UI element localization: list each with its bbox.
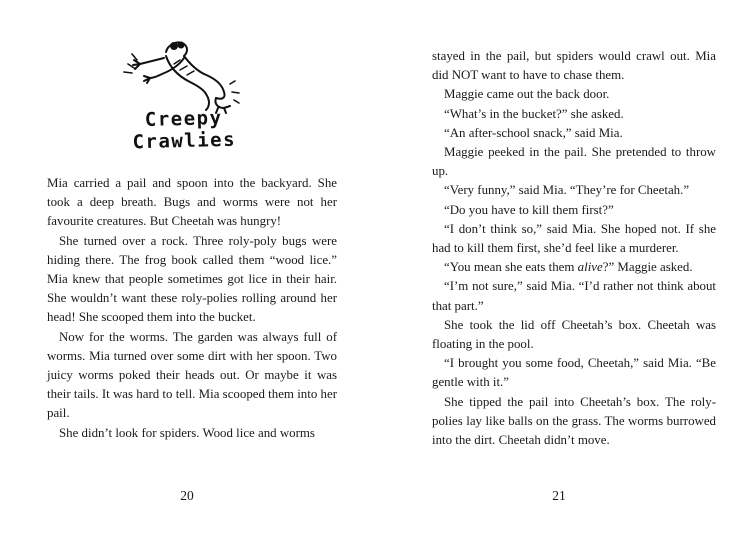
paragraph: stayed in the pail, but spiders would crawl out. Mia did NOT want to have to chase them. [432,49,716,83]
paragraph: She didn’t look for spiders. Wood lice and worms [59,425,315,440]
paragraph: Mia carried a pail and spoon into the backyard. She took a deep breath. Bugs and worms were not her favourite creatures. But Cheetah was hungry! [47,176,337,229]
paragraph: “I don’t think so,” said Mia. She hoped not. If she had to kill them first, she’d feel like a murderer. [432,221,716,256]
paragraph: She tipped the pail into Cheetah’s box. The roly-polies lay like balls on the grass. The worms burrowed into the dirt. Cheetah didn’t move. [432,394,716,448]
page-number: 20 [180,488,194,503]
paragraph: “I brought you some food, Cheetah,” said Mia. “Be gentle with it.” [432,356,716,390]
right-page [378,0,756,549]
paragraph: Now for the worms. The garden was always full of worms. Mia turned over some dirt with her spoon. Two juicy worms poked their heads out. Or maybe it was their tails. It was hard to tell. Mia scooped them into her pail. [47,329,337,421]
paragraph: “I’m not sure,” said Mia. “I’d rather not think about that part.” [432,279,716,313]
right-page-body [432,47,716,450]
paragraph: “Do you have to kill them first?” [444,202,614,217]
chapter-title: Creepy Crawlies [132,106,237,154]
paragraph: “Very funny,” said Mia. “They’re for Cheetah.” [444,183,690,198]
paragraph: “What’s in the bucket?” she asked. [444,106,624,121]
paragraph: Maggie came out the back door. [444,87,610,102]
paragraph: “You mean she eats them alive?” Maggie asked. [444,260,693,275]
frog-icon [118,34,248,114]
paragraph: She took the lid off Cheetah’s box. Cheetah was floating in the pool. [432,317,716,352]
paragraph: “An after-school snack,” said Mia. [444,125,623,140]
paragraph: Maggie peeked in the pail. She pretended to throw up. [432,145,716,179]
paragraph: She turned over a rock. Three roly-poly bugs were hiding there. The frog book called them “wood lice.” Mia knew that people sometimes got lice in their hair. She wouldn’t want these roly-polies rolling around her head! She scooped them into the bucket. [47,233,337,325]
left-page-body [47,174,337,443]
page-number: 21 [552,488,566,503]
